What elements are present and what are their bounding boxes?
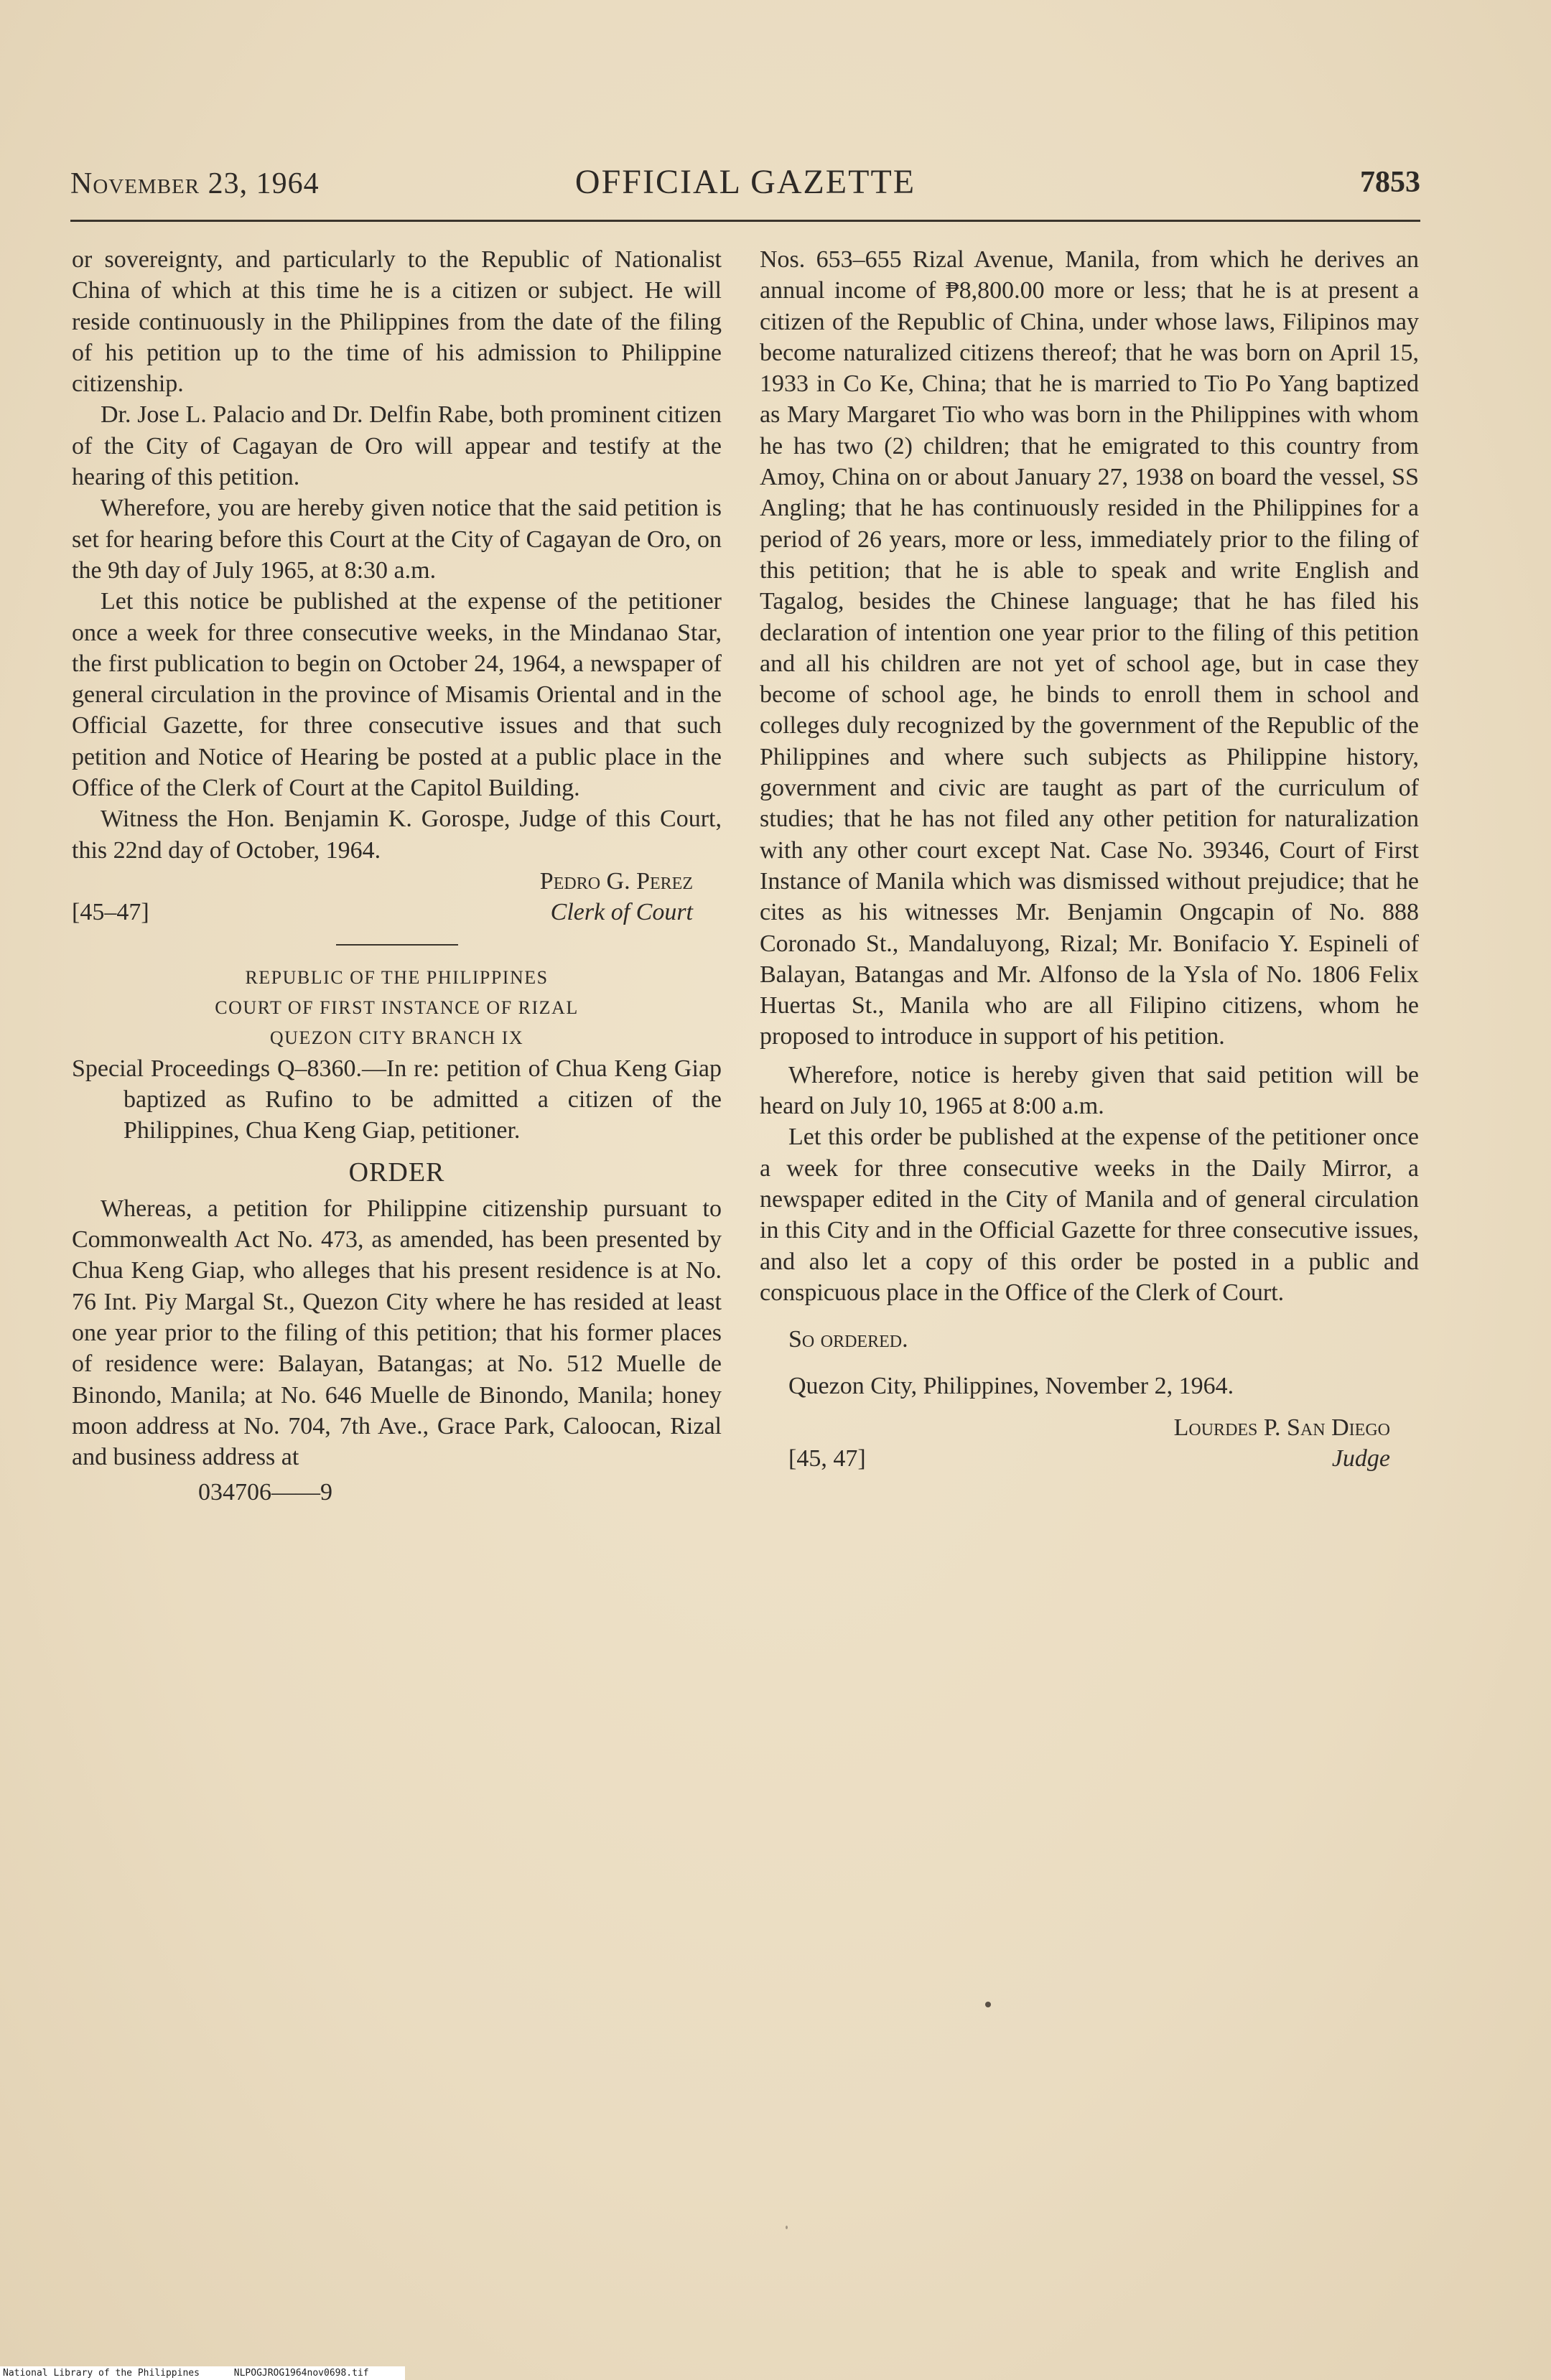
paper-speck [786, 2226, 788, 2229]
left-signature-name: Pedro G. Perez [539, 867, 693, 895]
print-code: 034706——9 [198, 1479, 332, 1506]
right-issue-ref: [45, 47] [788, 1445, 866, 1472]
right-signature-name: Lourdes P. San Diego [1173, 1414, 1390, 1441]
header-page-number: 7853 [1360, 166, 1420, 199]
right-signature-block [760, 1412, 1419, 1443]
page-header [70, 162, 1420, 213]
header-title: OFFICIAL GAZETTE [574, 163, 916, 201]
left-paragraph-5: Witness the Hon. Benjamin K. Gorospe, Judge of this Court, this 22nd day of October, 1964. [72, 806, 722, 864]
right-signature-line [760, 1443, 1419, 1474]
left-paragraph-6: Whereas, a petition for Philippine citizenship pursuant to Commonwealth Act No. 473, as amended, has been presented by Chua Keng Giap, who alleges that his present residence is at No. 76 Int. Piy Margal St., Quezon City where he has resided at least one year prior to the filing of this petition; that his former places of residence were: Balayan, Batangas; at No. 512 Muelle de Binondo, Manila; at No. 646 Muelle de Binondo, Manila; honey moon address at No. 704, 7th Ave., Grace Park, Caloocan, Rizal and business address at [72, 1195, 722, 1471]
header-date: November 23, 1964 [70, 167, 320, 200]
left-signature-block [72, 866, 722, 897]
spacer [760, 1355, 1419, 1371]
left-paragraph-1: or sovereignty, and particularly to the Republic of Nationalist China of which at this time he is a citizen or subject. He will reside continuously in the Philippines from the date of the filing of his petition up to the time of his admission to Philippine citizenship. [72, 246, 722, 398]
left-paragraph-4: Let this notice be published at the expense of the petitioner once a week for three consecutive weeks, in the Mindanao Star, the first publication to begin on October 24, 1964, a newspaper of general circulation in the province of Misamis Oriental and in the Official Gazette, for three consecutive issues and that such petition and Notice of Hearing be posted at a public place in the Office of the Clerk of Court at the Capitol Building. [72, 588, 722, 802]
right-paragraph-1: Nos. 653–655 Rizal Avenue, Manila, from which he derives an annual income of ₱8,800.00 more or less; that he is at present a citizen of the Republic of China, under whose laws, Filipinos may become naturalized citizens thereof; that he was born on April 15, 1933 in Co Ke, China; that he is married to Tio Po Yang baptized as Mary Margaret Tio who was born in the Philippines with whom he has two (2) children; that he emigrated to this country from Amoy, China on or about January 27, 1938 on board the vessel, SS Angling; that he has continuously resided in the Philippines for a period of 26 years, more or less, immediately prior to the filing of this petition; that he is able to speak and write English and Tagalog, besides the Chinese language; that he has filed his declaration of intention one year prior to the filing of this petition and all his children are not yet of school age, but in case they become of school age, he binds to enroll them in school and colleges duly recognized by the government of the Republic of the Philippines and where such subjects as Philippine history, government and civic are taught as part of the curriculum of studies; that he has not filed any other petition for naturalization with any other court except Nat. Case No. 39346, Court of First Instance of Manila which was dismissed without prejudice; that he cites as his witnesses Mr. Benjamin Ongcapin of No. 888 Coronado St., Mandaluyong, Rizal; Mr. Bonifacio Y. Espineli of Balayan, Batangas and Mr. Alfonso de la Ysla of No. 1806 Felix Huertas St., Manila who are all Filipino citizens, whom he proposed to introduce in support of his petition. [760, 246, 1419, 1050]
footer-file-id: NLPOGJROG1964nov0698.tif [233, 2368, 369, 2379]
footer-library: National Library of the Philippines [3, 2368, 200, 2379]
left-paragraph-3: Wherefore, you are hereby given notice that the said petition is set for hearing before this Court at the City of Cagayan de Oro, on the 9th day of July 1965, at 8:30 a.m. [72, 495, 722, 584]
case-heading: Special Proceedings Q–8360.—In re: petition of Chua Keng Giap baptized as Rufino to be admitted a citizen of the Philippines, Chua Keng Giap, petitioner. [72, 1055, 722, 1144]
left-paragraph-2: Dr. Jose L. Palacio and Dr. Delfin Rabe, both prominent citizen of the City of Cagayan de Oro will appear and testify at the hearing of this petition. [72, 401, 722, 491]
court-caption-1: REPUBLIC OF THE PHILIPPINES [245, 966, 549, 988]
section-divider [336, 944, 458, 946]
court-caption-3: QUEZON CITY BRANCH IX [269, 1027, 524, 1048]
left-signature-line [72, 897, 722, 928]
dateline: Quezon City, Philippines, November 2, 1964. [788, 1373, 1234, 1400]
paper-speck [985, 2002, 991, 2007]
court-caption-2: COURT OF FIRST INSTANCE OF RIZAL [215, 997, 579, 1018]
left-issue-ref: [45–47] [72, 899, 149, 926]
scan-footer [0, 2366, 405, 2380]
right-paragraph-2: Wherefore, notice is hereby given that said petition will be heard on July 10, 1965 at 8:00 a.m. [760, 1061, 1419, 1120]
right-column [760, 244, 1419, 1474]
left-signature-title: Clerk of Court [550, 899, 693, 926]
so-ordered: So ordered. [788, 1326, 908, 1353]
right-signature-title: Judge [1331, 1445, 1390, 1472]
header-rule [70, 220, 1420, 222]
right-paragraph-3: Let this order be published at the expense of the petitioner once a week for three consecutive weeks in the Daily Mirror, a newspaper edited in the City of Manila and of general circulation in this City and in the Official Gazette for three consecutive issues, and also let a copy of this order be posted in a public and conspicuous place in the Office of the Clerk of Court. [760, 1124, 1419, 1306]
spacer [760, 1308, 1419, 1324]
order-heading: ORDER [348, 1157, 445, 1188]
left-column [72, 244, 722, 1508]
